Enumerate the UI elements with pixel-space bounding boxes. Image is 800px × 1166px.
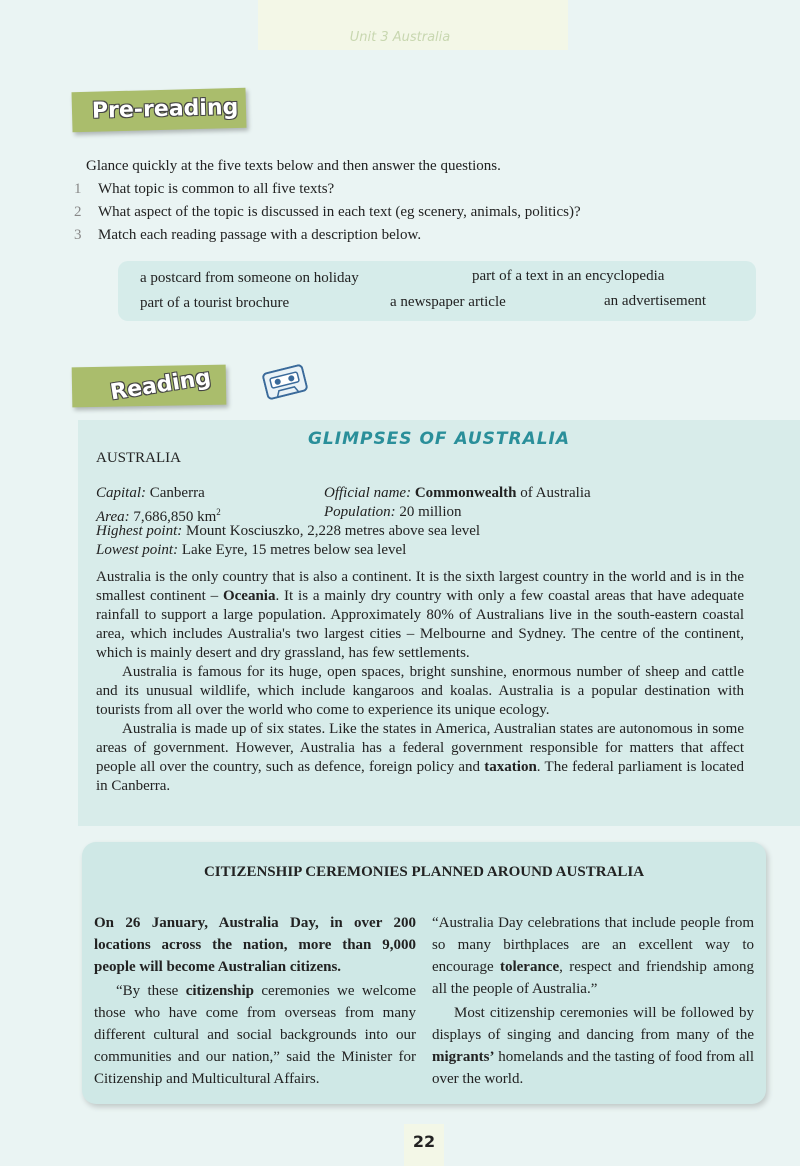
instruction-text: Glance quickly at the five texts below and then answer the questions. xyxy=(86,158,501,174)
text-type-options xyxy=(118,261,756,321)
text-run: , respect and friendship among all the people of Australia.” xyxy=(432,959,754,997)
paragraph xyxy=(96,720,744,796)
area-value: 7,686,850 km xyxy=(129,509,217,525)
population-label: Population: xyxy=(324,504,396,520)
vocab-word: taxation xyxy=(484,759,537,775)
fact-sheet xyxy=(96,484,736,560)
highest-value: Mount Kosciuszko, 2,228 metres above sea level xyxy=(182,523,481,539)
vocab-word: tolerance xyxy=(499,959,560,975)
official-bold: Commonwealth xyxy=(411,485,517,501)
paragraph xyxy=(432,912,754,1000)
question-number: 2 xyxy=(74,204,82,220)
encyclopedia-text xyxy=(96,568,744,796)
reading-title: GLIMPSES OF AUSTRALIA xyxy=(307,429,571,449)
unit-title: Unit 3 Australia xyxy=(349,30,451,45)
text-run: homelands and the tasting of food from all over the world. xyxy=(432,1049,754,1087)
page-number-tab xyxy=(404,1124,444,1166)
pre-reading-banner xyxy=(72,88,247,133)
text-run: Australia is the only country that is also a continent. It is the sixth largest country in the world and is in the smallest continent – xyxy=(96,569,744,604)
pre-reading-instructions xyxy=(74,158,736,250)
text-run: Australia is made up of six states. Like the states in America, Australian states are autonomous in some areas of government. However, Australia has a federal government responsible for matters that affect people all over the country, such as defence, foreign policy and xyxy=(96,721,744,775)
question-item xyxy=(74,181,736,198)
area-sup: 2 xyxy=(216,507,221,517)
question-text: What aspect of the topic is discussed in each text (eg scenery, animals, politics)? xyxy=(98,204,581,220)
option-brochure: part of a tourist brochure xyxy=(140,295,290,311)
country-heading: AUSTRALIA xyxy=(96,450,181,466)
official-rest: of Australia xyxy=(516,485,591,501)
official-label: Official name: xyxy=(324,485,412,501)
vocab-word: Oceania xyxy=(222,588,276,604)
text-run: . The federal parliament is located in Canberra. xyxy=(96,759,744,794)
paragraph xyxy=(432,1002,754,1090)
highest-label: Highest point: xyxy=(96,523,183,539)
pre-reading-heading: Pre-reading xyxy=(91,94,239,124)
lowest-label: Lowest point: xyxy=(96,542,179,558)
reading-heading: Reading xyxy=(108,365,213,406)
option-newspaper: a newspaper article xyxy=(390,294,506,310)
reading-banner xyxy=(72,365,227,408)
vocab-word: citizenship xyxy=(185,983,255,999)
text-run: . It is a mainly dry country with only a few coastal areas that have adequate rainfall to support a large population. Approximately 80% of Australians live in the south-eastern coastal area, which includes Australia's two largest cities – Melbourne and Sydney. The centre of the continent, which is mainly desert and dry grassland, has few settlements. xyxy=(96,588,744,661)
paragraph: Australia is famous for its huge, open spaces, bright sunshine, enormous number of sheep and cattle and its unusual wildlife, which include kangaroos and koalas. Australia is a popular destination with tourists from all over the world who come to experience its unique ecology. xyxy=(96,664,744,718)
official-name xyxy=(324,484,591,503)
capital-value: Canberra xyxy=(146,485,205,501)
vocab-word: migrants’ xyxy=(432,1049,495,1065)
question-number: 1 xyxy=(74,181,82,197)
option-encyclopedia: part of a text in an encyclopedia xyxy=(472,268,665,284)
text-run: ceremonies we welcome those who have come from overseas from many different cultural and social backgrounds into our communities and our nation,” said the Minister for Citizenship and Multicultural Affairs. xyxy=(94,983,417,1087)
article-lead: On 26 January, Australia Day, in over 200 locations across the nation, more than 9,000 people will become Australian citizens. xyxy=(94,915,416,975)
reading-panel xyxy=(78,420,800,826)
cassette-tape-icon xyxy=(261,363,309,400)
text-run: Most citizenship ceremonies will be followed by displays of singing and dancing from many of the xyxy=(432,1005,754,1043)
question-text: What topic is common to all five texts? xyxy=(98,181,335,197)
option-advertisement: an advertisement xyxy=(604,293,707,309)
lowest-value: Lake Eyre, 15 metres below sea level xyxy=(178,542,407,558)
article-title: CITIZENSHIP CEREMONIES PLANNED AROUND AUSTRALIA xyxy=(203,864,645,880)
question-text: Match each reading passage with a description below. xyxy=(98,227,422,243)
area-label: Area: xyxy=(96,509,130,525)
text-run: “By these xyxy=(116,983,186,999)
paragraph xyxy=(96,568,744,663)
population xyxy=(324,503,462,522)
question-item xyxy=(74,227,736,244)
question-item xyxy=(74,204,736,221)
text-run: “Australia Day celebrations that include people from so many birthplaces are an excellent way to encourage xyxy=(432,915,754,975)
page-number: 22 xyxy=(412,1132,436,1151)
population-value: 20 million xyxy=(395,504,462,520)
newspaper-article xyxy=(82,842,766,1104)
fact-row xyxy=(96,484,736,503)
paragraph xyxy=(94,980,416,1090)
article-column-right xyxy=(432,912,754,1090)
fact-row xyxy=(96,522,736,541)
fact-row xyxy=(96,503,736,525)
option-postcard: a postcard from someone on holiday xyxy=(140,270,359,286)
fact-row xyxy=(96,541,736,560)
article-column-left xyxy=(94,912,416,1090)
capital-label: Capital: xyxy=(96,485,147,501)
question-number: 3 xyxy=(74,227,82,243)
